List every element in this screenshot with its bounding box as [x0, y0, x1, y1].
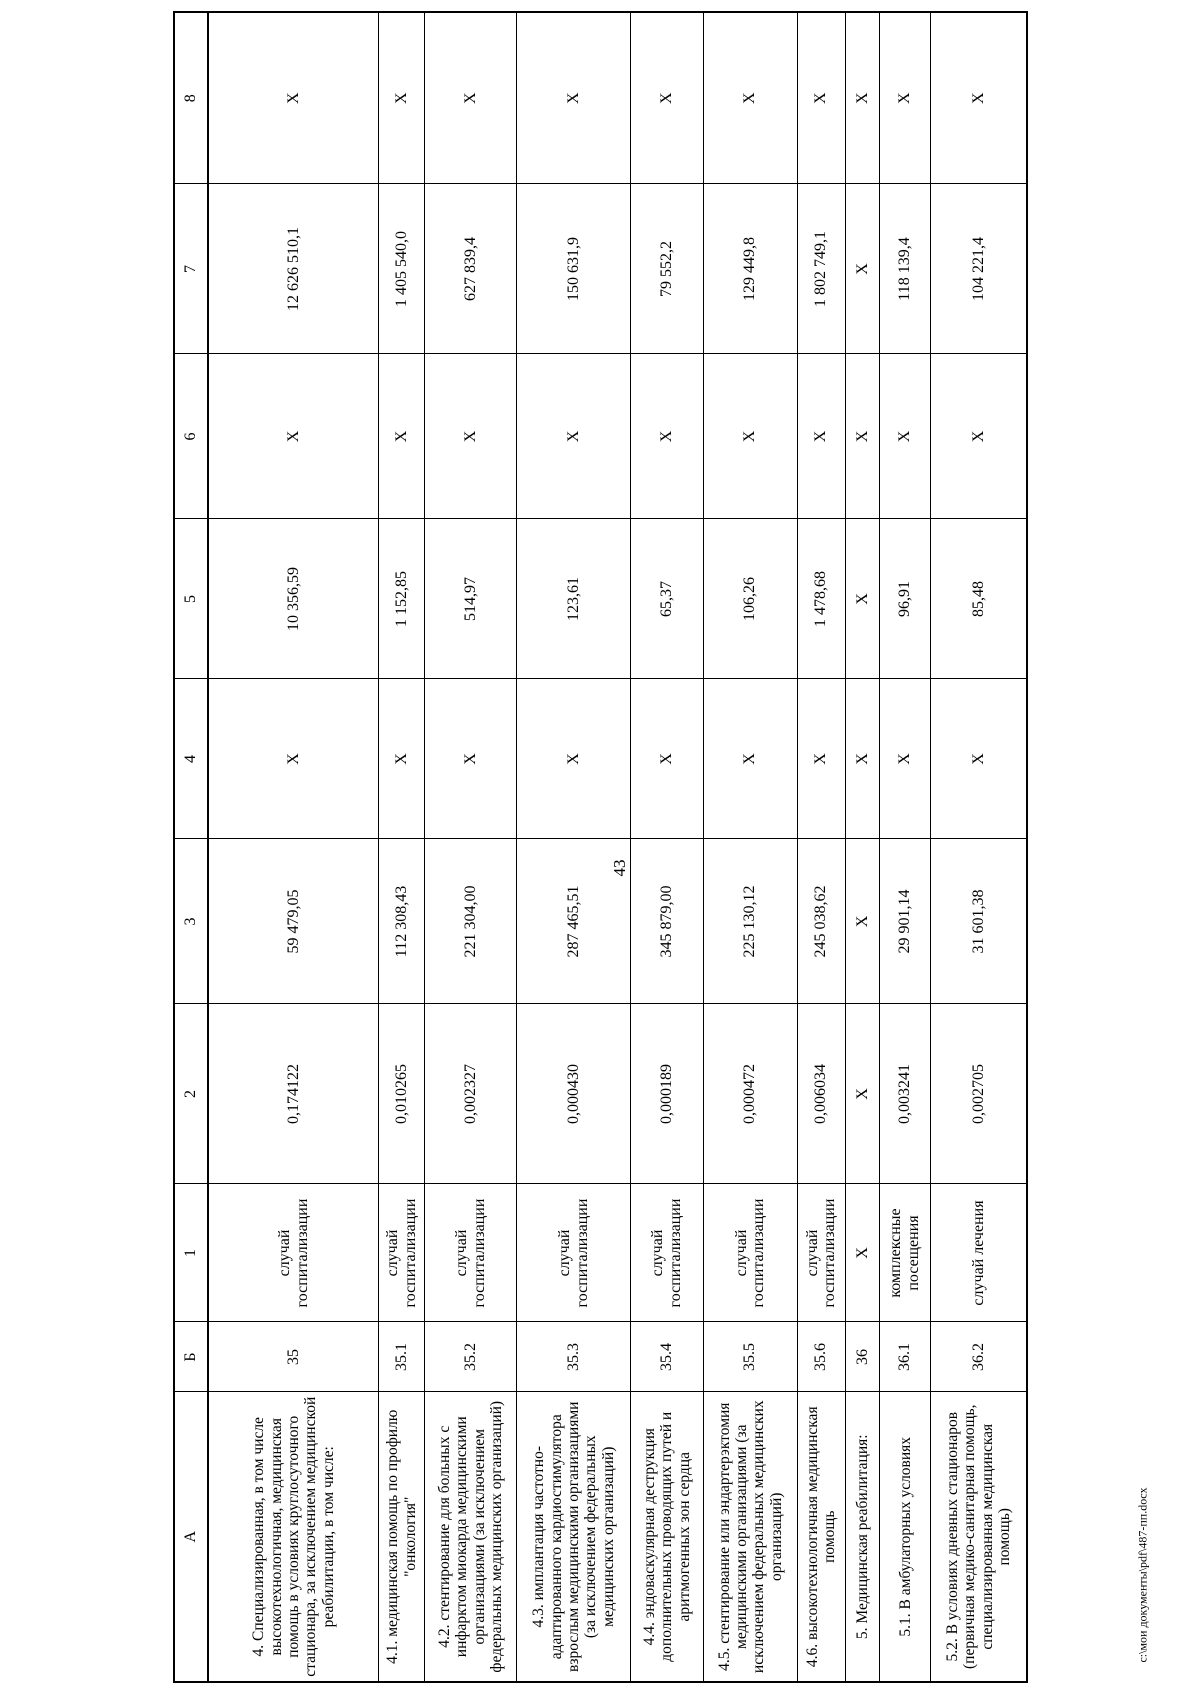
cell-col2: 0,000189 — [631, 1004, 704, 1184]
cell-col8: Х — [631, 12, 704, 184]
cell-col6: Х — [631, 354, 704, 519]
col-header-6: 6 — [174, 354, 208, 519]
cell-col6: Х — [880, 354, 931, 519]
cell-col7: 104 221,4 — [931, 184, 1027, 354]
cell-col4: Х — [425, 679, 517, 839]
row-code: 35.2 — [425, 1322, 517, 1392]
cell-unit: Х — [845, 1184, 879, 1322]
cell-col3: 225 130,12 — [703, 839, 797, 1004]
cell-col6: Х — [931, 354, 1027, 519]
col-header-3: 3 — [174, 839, 208, 1004]
cell-col2: 0,002705 — [931, 1004, 1027, 1184]
table-row — [208, 12, 379, 1682]
cell-col2: 0,006034 — [797, 1004, 845, 1184]
table-row — [379, 12, 425, 1682]
cell-col3: 29 901,14 — [880, 839, 931, 1004]
cell-col8: Х — [425, 12, 517, 184]
col-header-5: 5 — [174, 519, 208, 679]
cell-col5: Х — [845, 519, 879, 679]
cell-col7: 12 626 510,1 — [208, 184, 379, 354]
cell-col3: 59 479,05 — [208, 839, 379, 1004]
cell-col8: Х — [379, 12, 425, 184]
cell-col7: 627 839,4 — [425, 184, 517, 354]
cell-col5: 1 152,85 — [379, 519, 425, 679]
cell-unit: случай госпитализации — [631, 1184, 704, 1322]
cell-unit: случай госпитализации — [517, 1184, 631, 1322]
cell-col4: Х — [931, 679, 1027, 839]
row-code: 35.3 — [517, 1322, 631, 1392]
row-code: 36.2 — [931, 1322, 1027, 1392]
cell-col2: 0,002327 — [425, 1004, 517, 1184]
cell-unit: случай госпитализации — [703, 1184, 797, 1322]
row-description: 5.2. В условиях дневных стационаров (первичная медико-санитарная помощь, специализированная медицинская помощь) — [931, 1392, 1027, 1682]
col-header-2: 2 — [174, 1004, 208, 1184]
row-description: 4.6. высокотехнологичная медицинская помощь — [797, 1392, 845, 1682]
cell-col7: 79 552,2 — [631, 184, 704, 354]
cell-unit: комплексные посещения — [880, 1184, 931, 1322]
table-row — [880, 12, 931, 1682]
cell-col3: 345 879,00 — [631, 839, 704, 1004]
cell-col3: Х — [845, 839, 879, 1004]
col-header-7: 7 — [174, 184, 208, 354]
table-row — [931, 12, 1027, 1682]
table-body — [208, 12, 1027, 1682]
row-description: 4. Специализированная, в том числе высокотехнологичная, медицинская помощь в условиях круглосуточного стационара, за исключением медицинской реабилитации, в том числе: — [208, 1392, 379, 1682]
cell-col4: Х — [703, 679, 797, 839]
cell-col8: Х — [517, 12, 631, 184]
row-code: 35.6 — [797, 1322, 845, 1392]
row-code: 35.4 — [631, 1322, 704, 1392]
row-description: 4.5. стентирование или эндартерэктомия медицинскими организациями (за исключением федеральных медицинских организаций) — [703, 1392, 797, 1682]
cell-col5: 96,91 — [880, 519, 931, 679]
row-code: 35 — [208, 1322, 379, 1392]
cell-col6: Х — [425, 354, 517, 519]
row-description: 4.1. медицинская помощь по профилю "онкология" — [379, 1392, 425, 1682]
cell-col3: 112 308,43 — [379, 839, 425, 1004]
cell-col3: 287 465,51 — [517, 839, 631, 1004]
row-code: 35.1 — [379, 1322, 425, 1392]
col-header-8: 8 — [174, 12, 208, 184]
cell-col7: 150 631,9 — [517, 184, 631, 354]
row-description: 4.4. эндоваскулярная деструкция дополнительных проводящих путей и аритмогенных зон сердца — [631, 1392, 704, 1682]
cell-col3: 31 601,38 — [931, 839, 1027, 1004]
cell-col4: Х — [517, 679, 631, 839]
cell-col8: Х — [797, 12, 845, 184]
data-table-container — [173, 13, 1028, 1683]
cell-col6: Х — [517, 354, 631, 519]
table-row — [517, 12, 631, 1682]
col-header-a: А — [174, 1392, 208, 1682]
table-row — [797, 12, 845, 1682]
cell-col4: Х — [845, 679, 879, 839]
cell-col4: Х — [797, 679, 845, 839]
cell-col6: Х — [208, 354, 379, 519]
cell-col5: 65,37 — [631, 519, 704, 679]
row-code: 36.1 — [880, 1322, 931, 1392]
cell-col5: 85,48 — [931, 519, 1027, 679]
cell-col8: Х — [931, 12, 1027, 184]
cell-col7: 1 802 749,1 — [797, 184, 845, 354]
data-table — [173, 11, 1028, 1683]
cell-col2: 0,003241 — [880, 1004, 931, 1184]
cell-unit: случай госпитализации — [425, 1184, 517, 1322]
cell-col8: Х — [703, 12, 797, 184]
cell-col7: Х — [845, 184, 879, 354]
cell-unit: случай госпитализации — [797, 1184, 845, 1322]
row-description: 5.1. В амбулаторных условиях — [880, 1392, 931, 1682]
cell-col6: Х — [845, 354, 879, 519]
row-description: 4.2. стентирование для больных с инфарктом миокарда медицинскими организациями (за исключением федеральных медицинских организаций) — [425, 1392, 517, 1682]
cell-col5: 123,61 — [517, 519, 631, 679]
cell-col3: 221 304,00 — [425, 839, 517, 1004]
cell-unit: случай лечения — [931, 1184, 1027, 1322]
cell-col6: Х — [379, 354, 425, 519]
cell-col7: 1 405 540,0 — [379, 184, 425, 354]
cell-col5: 106,26 — [703, 519, 797, 679]
cell-col3: 245 038,62 — [797, 839, 845, 1004]
col-header-4: 4 — [174, 679, 208, 839]
col-header-1: 1 — [174, 1184, 208, 1322]
table-row — [631, 12, 704, 1682]
row-description: 4.3. имплантация частотно-адаптированного кардиостимулятора взрослым медицинскими организациями (за исключением федеральных медицинских организаций) — [517, 1392, 631, 1682]
cell-col4: Х — [880, 679, 931, 839]
col-header-b: Б — [174, 1322, 208, 1392]
table-row — [703, 12, 797, 1682]
cell-col2: Х — [845, 1004, 879, 1184]
cell-col5: 514,97 — [425, 519, 517, 679]
cell-col2: 0,174122 — [208, 1004, 379, 1184]
cell-col5: 1 478,68 — [797, 519, 845, 679]
cell-col7: 129 449,8 — [703, 184, 797, 354]
cell-col2: 0,000430 — [517, 1004, 631, 1184]
cell-col2: 0,010265 — [379, 1004, 425, 1184]
cell-col4: Х — [379, 679, 425, 839]
cell-col2: 0,000472 — [703, 1004, 797, 1184]
row-code: 36 — [845, 1322, 879, 1392]
cell-col6: Х — [797, 354, 845, 519]
cell-col8: Х — [880, 12, 931, 184]
cell-col4: Х — [631, 679, 704, 839]
cell-col7: 118 139,4 — [880, 184, 931, 354]
cell-unit: случай госпитализации — [208, 1184, 379, 1322]
cell-col5: 10 356,59 — [208, 519, 379, 679]
cell-col8: Х — [845, 12, 879, 184]
row-code: 35.5 — [703, 1322, 797, 1392]
footer-file-path: c:\мои документы\pdf\487-пп.docx — [1135, 1487, 1150, 1663]
page-number: 43 — [610, 859, 629, 877]
header-row — [174, 12, 208, 1682]
row-description: 5. Медицинская реабилитация: — [845, 1392, 879, 1682]
cell-unit: случай госпитализации — [379, 1184, 425, 1322]
cell-col8: Х — [208, 12, 379, 184]
cell-col6: Х — [703, 354, 797, 519]
table-row — [845, 12, 879, 1682]
cell-col4: Х — [208, 679, 379, 839]
table-row — [425, 12, 517, 1682]
